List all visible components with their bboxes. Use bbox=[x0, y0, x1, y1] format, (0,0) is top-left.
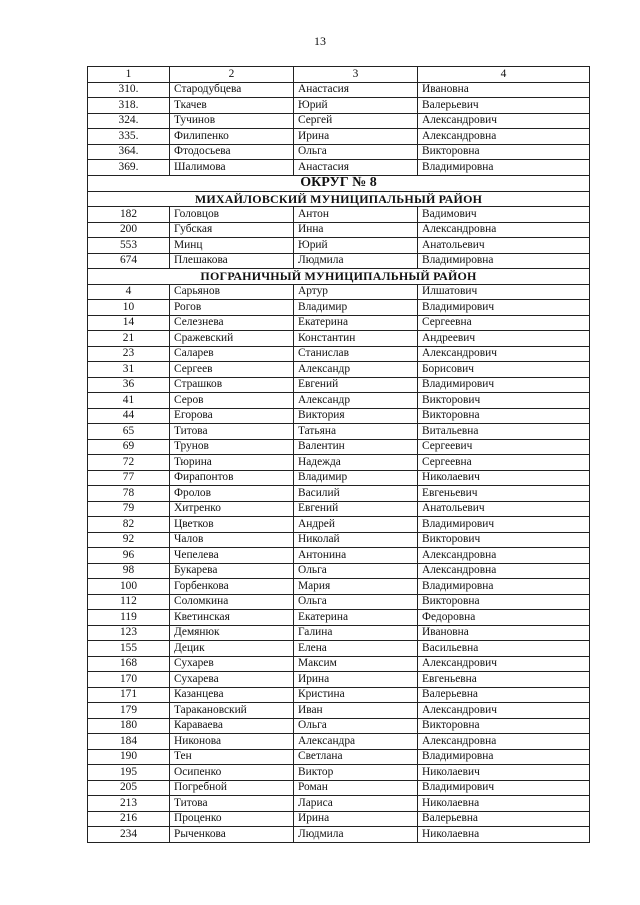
first-name-cell: Ольга bbox=[294, 563, 418, 579]
patronymic-cell: Александровна bbox=[418, 548, 590, 564]
surname-cell: Проценко bbox=[170, 811, 294, 827]
entry-number-cell: 98 bbox=[88, 563, 170, 579]
table-row bbox=[88, 548, 590, 564]
surname-cell: Стародубцева bbox=[170, 82, 294, 98]
patronymic-cell: Андреевич bbox=[418, 331, 590, 347]
first-name-cell: Лариса bbox=[294, 796, 418, 812]
entry-number-cell: 69 bbox=[88, 439, 170, 455]
entry-number-cell: 168 bbox=[88, 656, 170, 672]
entry-number-cell: 216 bbox=[88, 811, 170, 827]
patronymic-cell: Александровна bbox=[418, 222, 590, 238]
surname-cell: Губская bbox=[170, 222, 294, 238]
first-name-cell: Александр bbox=[294, 362, 418, 378]
patronymic-cell: Николаевна bbox=[418, 827, 590, 843]
table-row bbox=[88, 284, 590, 300]
patronymic-cell: Сергеевна bbox=[418, 455, 590, 471]
surname-cell: Караваева bbox=[170, 718, 294, 734]
entry-number-cell: 171 bbox=[88, 687, 170, 703]
table-row bbox=[88, 703, 590, 719]
table-row bbox=[88, 532, 590, 548]
column-number-row bbox=[88, 67, 590, 83]
surname-cell: Филипенко bbox=[170, 129, 294, 145]
entry-number-cell: 41 bbox=[88, 393, 170, 409]
table-row bbox=[88, 408, 590, 424]
first-name-cell: Мария bbox=[294, 579, 418, 595]
surname-cell: Головцов bbox=[170, 207, 294, 223]
first-name-cell: Екатерина bbox=[294, 315, 418, 331]
surname-cell: Чепелева bbox=[170, 548, 294, 564]
first-name-cell: Инна bbox=[294, 222, 418, 238]
first-name-cell: Виктор bbox=[294, 765, 418, 781]
table-row bbox=[88, 160, 590, 176]
table-row bbox=[88, 625, 590, 641]
table-row bbox=[88, 641, 590, 657]
entry-number-cell: 553 bbox=[88, 238, 170, 254]
first-name-cell: Людмила bbox=[294, 827, 418, 843]
table-row bbox=[88, 346, 590, 362]
table-row bbox=[88, 594, 590, 610]
patronymic-cell: Александровна bbox=[418, 734, 590, 750]
first-name-cell: Роман bbox=[294, 780, 418, 796]
table-row bbox=[88, 238, 590, 254]
entry-number-cell: 234 bbox=[88, 827, 170, 843]
table-row bbox=[88, 501, 590, 517]
surname-cell: Соломкина bbox=[170, 594, 294, 610]
entry-number-cell: 369. bbox=[88, 160, 170, 176]
patronymic-cell: Анатольевич bbox=[418, 238, 590, 254]
patronymic-cell: Викторович bbox=[418, 532, 590, 548]
entry-number-cell: 92 bbox=[88, 532, 170, 548]
surname-cell: Демянюк bbox=[170, 625, 294, 641]
entry-number-cell: 44 bbox=[88, 408, 170, 424]
entry-number-cell: 364. bbox=[88, 144, 170, 160]
first-name-cell: Татьяна bbox=[294, 424, 418, 440]
first-name-cell: Владимир bbox=[294, 300, 418, 316]
patronymic-cell: Владимирович bbox=[418, 517, 590, 533]
first-name-cell: Ольга bbox=[294, 718, 418, 734]
entry-number-cell: 10 bbox=[88, 300, 170, 316]
surname-cell: Сарьянов bbox=[170, 284, 294, 300]
entry-number-cell: 200 bbox=[88, 222, 170, 238]
table-row bbox=[88, 672, 590, 688]
table-row bbox=[88, 765, 590, 781]
first-name-cell: Станислав bbox=[294, 346, 418, 362]
patronymic-cell: Анатольевич bbox=[418, 501, 590, 517]
patronymic-cell: Витальевна bbox=[418, 424, 590, 440]
entry-number-cell: 23 bbox=[88, 346, 170, 362]
patronymic-cell: Викторовна bbox=[418, 594, 590, 610]
surname-cell: Фролов bbox=[170, 486, 294, 502]
table-row bbox=[88, 687, 590, 703]
first-name-cell: Ирина bbox=[294, 129, 418, 145]
patronymic-cell: Владимировна bbox=[418, 579, 590, 595]
surname-cell: Сражевский bbox=[170, 331, 294, 347]
table-row bbox=[88, 470, 590, 486]
patronymic-cell: Валерьевна bbox=[418, 811, 590, 827]
surname-cell: Фтодосьева bbox=[170, 144, 294, 160]
table-row bbox=[88, 253, 590, 269]
surname-cell: Фирапонтов bbox=[170, 470, 294, 486]
surname-cell: Минц bbox=[170, 238, 294, 254]
surname-cell: Страшков bbox=[170, 377, 294, 393]
first-name-cell: Ольга bbox=[294, 594, 418, 610]
table-row bbox=[88, 718, 590, 734]
table-row bbox=[88, 796, 590, 812]
surname-cell: Шалимова bbox=[170, 160, 294, 176]
table-row bbox=[88, 362, 590, 378]
surname-cell: Погребной bbox=[170, 780, 294, 796]
first-name-cell: Андрей bbox=[294, 517, 418, 533]
entry-number-cell: 77 bbox=[88, 470, 170, 486]
table-row bbox=[88, 827, 590, 843]
first-name-cell: Анастасия bbox=[294, 82, 418, 98]
table-row bbox=[88, 517, 590, 533]
patronymic-cell: Ивановна bbox=[418, 82, 590, 98]
roster-table bbox=[87, 66, 590, 843]
surname-cell: Селезнева bbox=[170, 315, 294, 331]
surname-cell: Тюрина bbox=[170, 455, 294, 471]
patronymic-cell: Васильевна bbox=[418, 641, 590, 657]
table-row bbox=[88, 129, 590, 145]
table-row bbox=[88, 656, 590, 672]
first-name-cell: Константин bbox=[294, 331, 418, 347]
table-row bbox=[88, 780, 590, 796]
surname-cell: Трунов bbox=[170, 439, 294, 455]
entry-number-cell: 14 bbox=[88, 315, 170, 331]
column-number: 4 bbox=[418, 67, 590, 83]
entry-number-cell: 100 bbox=[88, 579, 170, 595]
patronymic-cell: Федоровна bbox=[418, 610, 590, 626]
surname-cell: Тучинов bbox=[170, 113, 294, 129]
okrug-heading-row bbox=[88, 175, 590, 191]
first-name-cell: Ирина bbox=[294, 672, 418, 688]
entry-number-cell: 4 bbox=[88, 284, 170, 300]
surname-cell: Плешакова bbox=[170, 253, 294, 269]
table-row bbox=[88, 315, 590, 331]
surname-cell: Сергеев bbox=[170, 362, 294, 378]
surname-cell: Титова bbox=[170, 424, 294, 440]
patronymic-cell: Александровна bbox=[418, 129, 590, 145]
district-heading-row bbox=[88, 269, 590, 285]
patronymic-cell: Викторовна bbox=[418, 408, 590, 424]
patronymic-cell: Евгеньевич bbox=[418, 486, 590, 502]
entry-number-cell: 310. bbox=[88, 82, 170, 98]
table-row bbox=[88, 113, 590, 129]
entry-number-cell: 112 bbox=[88, 594, 170, 610]
entry-number-cell: 674 bbox=[88, 253, 170, 269]
first-name-cell: Владимир bbox=[294, 470, 418, 486]
patronymic-cell: Александрович bbox=[418, 703, 590, 719]
first-name-cell: Иван bbox=[294, 703, 418, 719]
first-name-cell: Антонина bbox=[294, 548, 418, 564]
patronymic-cell: Сергеевна bbox=[418, 315, 590, 331]
entry-number-cell: 190 bbox=[88, 749, 170, 765]
first-name-cell: Светлана bbox=[294, 749, 418, 765]
table-row bbox=[88, 811, 590, 827]
entry-number-cell: 123 bbox=[88, 625, 170, 641]
table-row bbox=[88, 144, 590, 160]
surname-cell: Серов bbox=[170, 393, 294, 409]
patronymic-cell: Александровна bbox=[418, 563, 590, 579]
first-name-cell: Екатерина bbox=[294, 610, 418, 626]
patronymic-cell: Владимирович bbox=[418, 300, 590, 316]
table-row bbox=[88, 579, 590, 595]
patronymic-cell: Вадимович bbox=[418, 207, 590, 223]
column-number: 3 bbox=[294, 67, 418, 83]
table-row bbox=[88, 393, 590, 409]
entry-number-cell: 31 bbox=[88, 362, 170, 378]
surname-cell: Тен bbox=[170, 749, 294, 765]
entry-number-cell: 36 bbox=[88, 377, 170, 393]
surname-cell: Хитренко bbox=[170, 501, 294, 517]
entry-number-cell: 179 bbox=[88, 703, 170, 719]
first-name-cell: Валентин bbox=[294, 439, 418, 455]
table-row bbox=[88, 98, 590, 114]
first-name-cell: Галина bbox=[294, 625, 418, 641]
surname-cell: Сухарев bbox=[170, 656, 294, 672]
table-row bbox=[88, 486, 590, 502]
patronymic-cell: Александрович bbox=[418, 113, 590, 129]
entry-number-cell: 184 bbox=[88, 734, 170, 750]
table-row bbox=[88, 222, 590, 238]
entry-number-cell: 335. bbox=[88, 129, 170, 145]
surname-cell: Титова bbox=[170, 796, 294, 812]
surname-cell: Никонова bbox=[170, 734, 294, 750]
first-name-cell: Юрий bbox=[294, 98, 418, 114]
column-number: 1 bbox=[88, 67, 170, 83]
table-row bbox=[88, 300, 590, 316]
surname-cell: Кветинская bbox=[170, 610, 294, 626]
table-row bbox=[88, 734, 590, 750]
surname-cell: Рогов bbox=[170, 300, 294, 316]
surname-cell: Ткачев bbox=[170, 98, 294, 114]
entry-number-cell: 180 bbox=[88, 718, 170, 734]
patronymic-cell: Владимировна bbox=[418, 253, 590, 269]
surname-cell: Цветков bbox=[170, 517, 294, 533]
first-name-cell: Александр bbox=[294, 393, 418, 409]
entry-number-cell: 79 bbox=[88, 501, 170, 517]
patronymic-cell: Ивановна bbox=[418, 625, 590, 641]
table-row bbox=[88, 455, 590, 471]
patronymic-cell: Николаевич bbox=[418, 765, 590, 781]
entry-number-cell: 155 bbox=[88, 641, 170, 657]
first-name-cell: Ирина bbox=[294, 811, 418, 827]
column-number: 2 bbox=[170, 67, 294, 83]
entry-number-cell: 72 bbox=[88, 455, 170, 471]
first-name-cell: Кристина bbox=[294, 687, 418, 703]
table-row bbox=[88, 331, 590, 347]
patronymic-cell: Валерьевна bbox=[418, 687, 590, 703]
surname-cell: Букарева bbox=[170, 563, 294, 579]
patronymic-cell: Илшатович bbox=[418, 284, 590, 300]
first-name-cell: Елена bbox=[294, 641, 418, 657]
patronymic-cell: Борисович bbox=[418, 362, 590, 378]
surname-cell: Саларев bbox=[170, 346, 294, 362]
entry-number-cell: 182 bbox=[88, 207, 170, 223]
patronymic-cell: Александрович bbox=[418, 656, 590, 672]
table-row bbox=[88, 610, 590, 626]
first-name-cell: Антон bbox=[294, 207, 418, 223]
patronymic-cell: Владимирович bbox=[418, 377, 590, 393]
entry-number-cell: 82 bbox=[88, 517, 170, 533]
patronymic-cell: Евгеньевна bbox=[418, 672, 590, 688]
first-name-cell: Юрий bbox=[294, 238, 418, 254]
okrug-heading: ОКРУГ № 8 bbox=[88, 175, 590, 191]
table-row bbox=[88, 749, 590, 765]
district-heading-row bbox=[88, 191, 590, 207]
entry-number-cell: 65 bbox=[88, 424, 170, 440]
table-row bbox=[88, 82, 590, 98]
entry-number-cell: 78 bbox=[88, 486, 170, 502]
first-name-cell: Надежда bbox=[294, 455, 418, 471]
patronymic-cell: Николаевна bbox=[418, 796, 590, 812]
surname-cell: Чалов bbox=[170, 532, 294, 548]
district-heading: ПОГРАНИЧНЫЙ МУНИЦИПАЛЬНЫЙ РАЙОН bbox=[88, 269, 590, 285]
entry-number-cell: 96 bbox=[88, 548, 170, 564]
patronymic-cell: Александрович bbox=[418, 346, 590, 362]
entry-number-cell: 318. bbox=[88, 98, 170, 114]
patronymic-cell: Сергеевич bbox=[418, 439, 590, 455]
first-name-cell: Василий bbox=[294, 486, 418, 502]
first-name-cell: Людмила bbox=[294, 253, 418, 269]
surname-cell: Егорова bbox=[170, 408, 294, 424]
first-name-cell: Виктория bbox=[294, 408, 418, 424]
first-name-cell: Артур bbox=[294, 284, 418, 300]
first-name-cell: Евгений bbox=[294, 501, 418, 517]
patronymic-cell: Владимировна bbox=[418, 749, 590, 765]
surname-cell: Рыченкова bbox=[170, 827, 294, 843]
entry-number-cell: 170 bbox=[88, 672, 170, 688]
entry-number-cell: 21 bbox=[88, 331, 170, 347]
patronymic-cell: Валерьевич bbox=[418, 98, 590, 114]
first-name-cell: Николай bbox=[294, 532, 418, 548]
surname-cell: Казанцева bbox=[170, 687, 294, 703]
roster-body bbox=[88, 67, 590, 843]
surname-cell: Таракановский bbox=[170, 703, 294, 719]
table-row bbox=[88, 207, 590, 223]
patronymic-cell: Николаевич bbox=[418, 470, 590, 486]
table-row bbox=[88, 424, 590, 440]
patronymic-cell: Владимировна bbox=[418, 160, 590, 176]
surname-cell: Сухарева bbox=[170, 672, 294, 688]
surname-cell: Децик bbox=[170, 641, 294, 657]
district-heading: МИХАЙЛОВСКИЙ МУНИЦИПАЛЬНЫЙ РАЙОН bbox=[88, 191, 590, 207]
table-row bbox=[88, 563, 590, 579]
surname-cell: Осипенко bbox=[170, 765, 294, 781]
surname-cell: Горбенкова bbox=[170, 579, 294, 595]
first-name-cell: Сергей bbox=[294, 113, 418, 129]
patronymic-cell: Викторовна bbox=[418, 718, 590, 734]
entry-number-cell: 119 bbox=[88, 610, 170, 626]
page-number: 13 bbox=[314, 34, 326, 48]
first-name-cell: Евгений bbox=[294, 377, 418, 393]
entry-number-cell: 213 bbox=[88, 796, 170, 812]
patronymic-cell: Викторовна bbox=[418, 144, 590, 160]
first-name-cell: Анастасия bbox=[294, 160, 418, 176]
first-name-cell: Ольга bbox=[294, 144, 418, 160]
table-row bbox=[88, 439, 590, 455]
patronymic-cell: Викторович bbox=[418, 393, 590, 409]
entry-number-cell: 195 bbox=[88, 765, 170, 781]
entry-number-cell: 205 bbox=[88, 780, 170, 796]
patronymic-cell: Владимирович bbox=[418, 780, 590, 796]
table-row bbox=[88, 377, 590, 393]
first-name-cell: Максим bbox=[294, 656, 418, 672]
first-name-cell: Александра bbox=[294, 734, 418, 750]
entry-number-cell: 324. bbox=[88, 113, 170, 129]
